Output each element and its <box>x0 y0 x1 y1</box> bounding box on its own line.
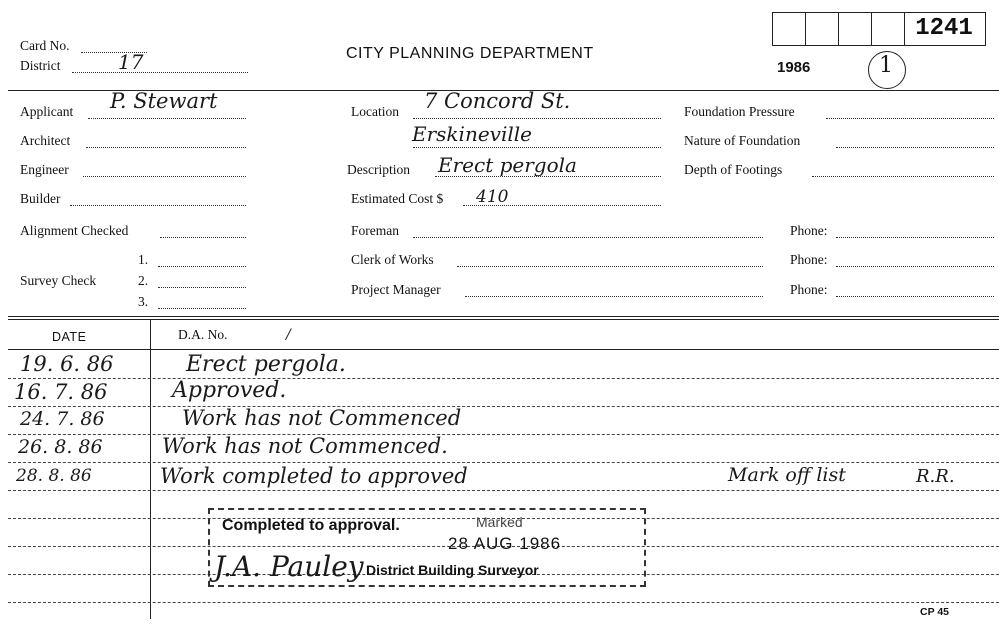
architect-label: Architect <box>20 133 71 148</box>
log-entry-note: Work has not Commenced <box>182 406 462 430</box>
log-row-line <box>8 378 999 379</box>
applicant-line <box>88 118 246 119</box>
log-entry-note: Erect pergola. <box>186 352 346 377</box>
card-no-label: Card No. <box>20 38 70 53</box>
depth-footings-label: Depth of Footings <box>684 162 783 177</box>
location-line-2 <box>413 147 661 148</box>
log-row-line <box>8 406 999 407</box>
stamp-signature: J.A. Pauley <box>214 550 364 583</box>
phone-line-2 <box>836 266 994 267</box>
log-entry-date: 16. 7. 86 <box>14 380 108 404</box>
stamp-date: 28 AUG 1986 <box>448 534 562 553</box>
survey-check-label: Survey Check <box>20 273 97 288</box>
log-row-line <box>8 602 999 603</box>
alignment-line <box>160 237 246 238</box>
card-number-box-2 <box>805 12 839 46</box>
log-entry-date: 19. 6. 86 <box>20 352 114 376</box>
survey-1-line <box>158 266 246 267</box>
nature-foundation-line <box>836 147 994 148</box>
phone-label-2: Phone: <box>790 252 828 267</box>
da-number-value: / <box>286 327 291 343</box>
project-manager-label: Project Manager <box>351 282 441 297</box>
clerk-label: Clerk of Works <box>351 252 434 267</box>
stamp-completed: Completed to approval. <box>222 517 400 534</box>
applicant-value: P. Stewart <box>110 89 218 113</box>
phone-line-1 <box>836 237 994 238</box>
location-line <box>413 118 661 119</box>
da-number-label: D.A. No. <box>178 327 228 342</box>
card-number-box-1 <box>772 12 806 46</box>
log-entry-note: Work has not Commenced. <box>162 434 448 458</box>
log-row-line <box>8 434 999 435</box>
description-value: Erect pergola <box>438 153 577 177</box>
clerk-line <box>457 266 763 267</box>
card-number-box-3 <box>838 12 872 46</box>
estimated-cost-label: Estimated Cost $ <box>351 191 444 206</box>
foundation-pressure-label: Foundation Pressure <box>684 104 795 119</box>
department-title: CITY PLANNING DEPARTMENT <box>346 45 594 62</box>
date-column-header: DATE <box>52 330 87 344</box>
nature-foundation-label: Nature of Foundation <box>684 133 801 148</box>
stamp-marked: Marked <box>476 514 523 530</box>
log-entry-note: Approved. <box>172 378 287 403</box>
year: 1986 <box>777 59 811 76</box>
form-code: CP 45 <box>920 606 949 618</box>
log-header-rule <box>8 349 999 350</box>
location-label: Location <box>351 104 399 119</box>
phone-label-1: Phone: <box>790 223 828 238</box>
card-number: 1241 <box>915 15 973 42</box>
depth-footings-line <box>812 176 994 177</box>
log-top-rule-double <box>8 319 999 320</box>
estimated-cost-value: 410 <box>476 187 509 207</box>
log-entry-note: Work completed to approved <box>160 464 468 488</box>
survey-3: 3. <box>138 294 149 309</box>
log-row-line <box>8 462 999 463</box>
margin-note: Mark off list <box>728 464 846 486</box>
builder-line <box>70 205 246 206</box>
survey-2-line <box>158 287 246 288</box>
survey-1: 1. <box>138 252 149 267</box>
engineer-label: Engineer <box>20 162 69 177</box>
description-label: Description <box>347 162 410 177</box>
stamp-office: District Building Surveyor <box>366 562 539 578</box>
district-label: District <box>20 58 61 73</box>
applicant-label: Applicant <box>20 104 74 119</box>
alignment-label: Alignment Checked <box>20 223 129 238</box>
survey-3-line <box>158 308 246 309</box>
card-number-box-4 <box>871 12 905 46</box>
log-row-line <box>8 490 999 491</box>
log-entry-date: 24. 7. 86 <box>20 408 105 430</box>
engineer-line <box>83 176 246 177</box>
project-manager-line <box>465 296 763 297</box>
location-value-2: Erskineville <box>412 122 532 146</box>
district-line <box>72 72 248 73</box>
log-entry-date: 28. 8. 86 <box>16 466 92 486</box>
foundation-pressure-line <box>826 118 994 119</box>
district-value: 17 <box>118 50 144 74</box>
phone-line-3 <box>836 296 994 297</box>
foreman-line <box>413 237 763 238</box>
survey-2: 2. <box>138 273 149 288</box>
circled-number: 1 <box>879 53 893 78</box>
architect-line <box>86 147 246 148</box>
builder-label: Builder <box>20 191 61 206</box>
phone-label-3: Phone: <box>790 282 828 297</box>
margin-initials: R.R. <box>916 466 955 487</box>
location-value: 7 Concord St. <box>424 89 571 113</box>
log-top-rule <box>8 316 999 317</box>
foreman-label: Foreman <box>351 223 399 238</box>
log-entry-date: 26. 8. 86 <box>18 436 103 458</box>
